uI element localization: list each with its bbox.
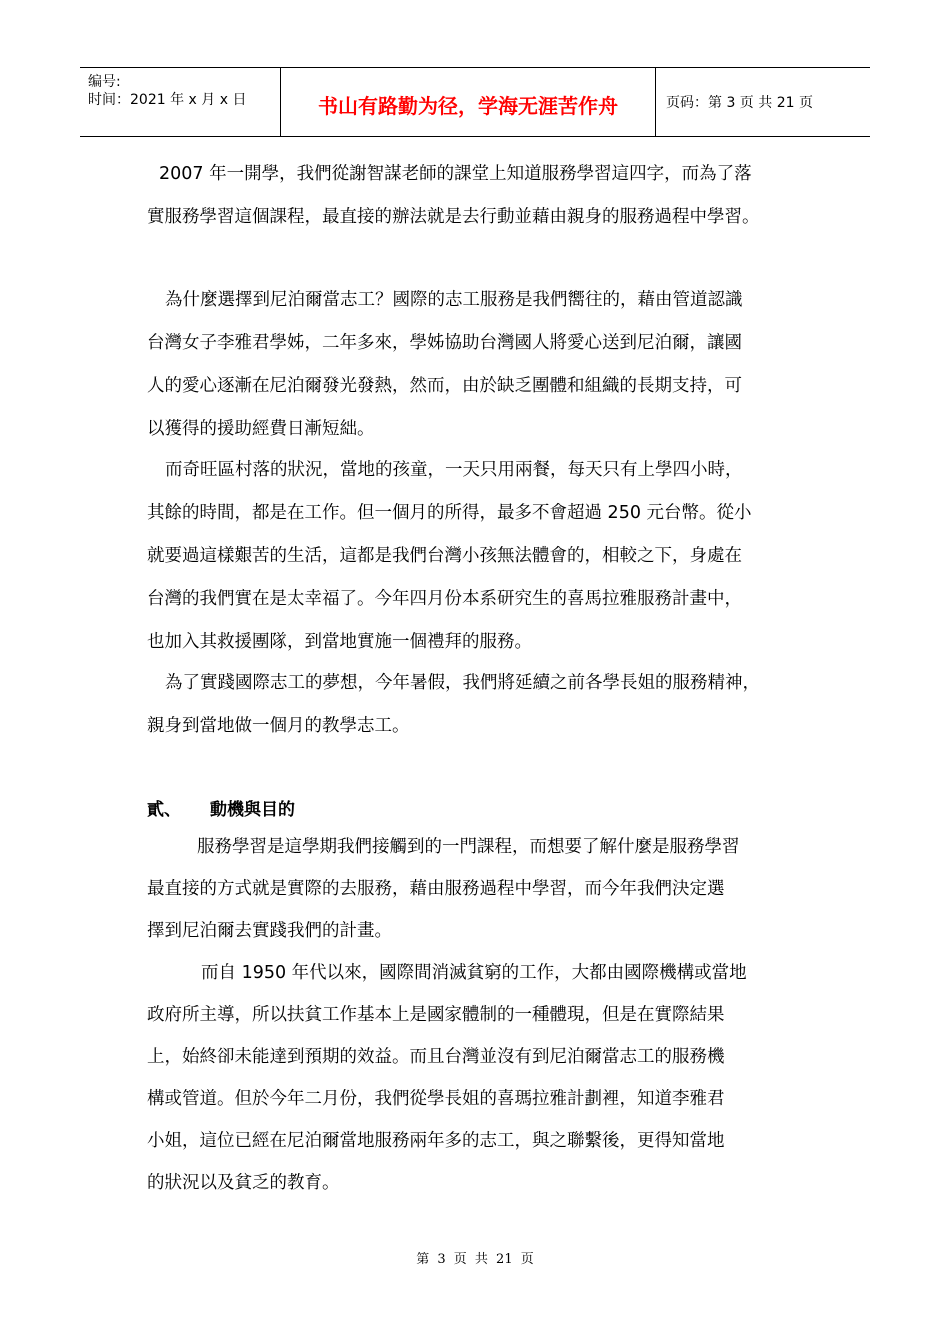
text-line: 的狀況以及貧乏的教育。 [147, 1173, 340, 1193]
text-line: 也加入其救援團隊，到當地實施一個禮拜的服務。 [147, 632, 532, 652]
page-footer: 第 3 页 共 21 页 [416, 1252, 534, 1267]
text-line: 政府所主導，所以扶貧工作基本上是國家體制的一種體現，但是在實際結果 [147, 1005, 725, 1025]
section-number: 貳、 [147, 800, 181, 820]
paragraph-4 [147, 662, 760, 748]
text-line: 以獲得的援助經費日漸短絀。 [147, 419, 375, 439]
header-page-info: 页码：第 3 页 共 21 页 [666, 95, 813, 111]
serial-label: 编号: [88, 74, 121, 90]
text-line: 而自 1950 年代以來，國際間消滅貧窮的工作，大都由國際機構或當地 [201, 963, 747, 983]
paragraph-2 [147, 279, 743, 451]
section-heading [147, 795, 295, 820]
section-title: 動機與目的 [210, 800, 295, 820]
text-line: 最直接的方式就是實際的去服務，藉由服務過程中學習，而今年我們決定選 [147, 879, 725, 899]
section-paragraph-2 [147, 952, 747, 1204]
paragraph-1 [147, 153, 760, 239]
text-line: 台灣女子李雅君學姊，二年多來，學姊協助台灣國人將愛心送到尼泊爾，讓國 [147, 333, 742, 353]
text-line: 上，始終卻未能達到預期的效益。而且台灣並沒有到尼泊爾當志工的服務機 [147, 1047, 725, 1067]
text-line: 其餘的時間，都是在工作。但一個月的所得，最多不會超過 250 元台幣。從小 [147, 503, 752, 523]
text-line: 擇到尼泊爾去實踐我們的計畫。 [147, 921, 392, 941]
time-label: 时间：2021 年 x 月 x 日 [88, 92, 247, 108]
text-line: 台灣的我們實在是太幸福了。今年四月份本系研究生的喜馬拉雅服務計畫中， [147, 589, 742, 609]
header-motto: 书山有路勤为径，学海无涯苦作舟 [318, 94, 618, 118]
page-header [80, 67, 870, 137]
header-divider [655, 68, 656, 136]
header-info-cell [80, 68, 281, 136]
text-line: 為了實踐國際志工的夢想，今年暑假，我們將延續之前各學長姐的服務精神， [165, 673, 760, 693]
section-paragraph-1 [147, 826, 740, 952]
text-line: 為什麼選擇到尼泊爾當志工？國際的志工服務是我們嚮往的，藉由管道認識 [165, 290, 743, 310]
paragraph-3 [147, 449, 752, 664]
text-line: 實服務學習這個課程，最直接的辦法就是去行動並藉由親身的服務過程中學習。 [147, 207, 760, 227]
text-line: 構或管道。但於今年二月份，我們從學長姐的喜瑪拉雅計劃裡，知道李雅君 [147, 1089, 725, 1109]
text-line: 就要過這樣艱苦的生活，這都是我們台灣小孩無法體會的，相較之下，身處在 [147, 546, 742, 566]
text-line: 人的愛心逐漸在尼泊爾發光發熱，然而，由於缺乏團體和組織的長期支持，可 [147, 376, 742, 396]
text-line: 小姐，這位已經在尼泊爾當地服務兩年多的志工，與之聯繫後，更得知當地 [147, 1131, 725, 1151]
text-line: 而奇旺區村落的狀況，當地的孩童，一天只用兩餐，每天只有上學四小時， [165, 460, 743, 480]
text-line: 親身到當地做一個月的教學志工。 [147, 716, 410, 736]
text-line: 服務學習是這學期我們接觸到的一門課程，而想要了解什麼是服務學習 [197, 837, 740, 857]
text-line: 2007 年一開學，我們從謝智謀老師的課堂上知道服務學習這四字，而為了落 [159, 164, 752, 184]
